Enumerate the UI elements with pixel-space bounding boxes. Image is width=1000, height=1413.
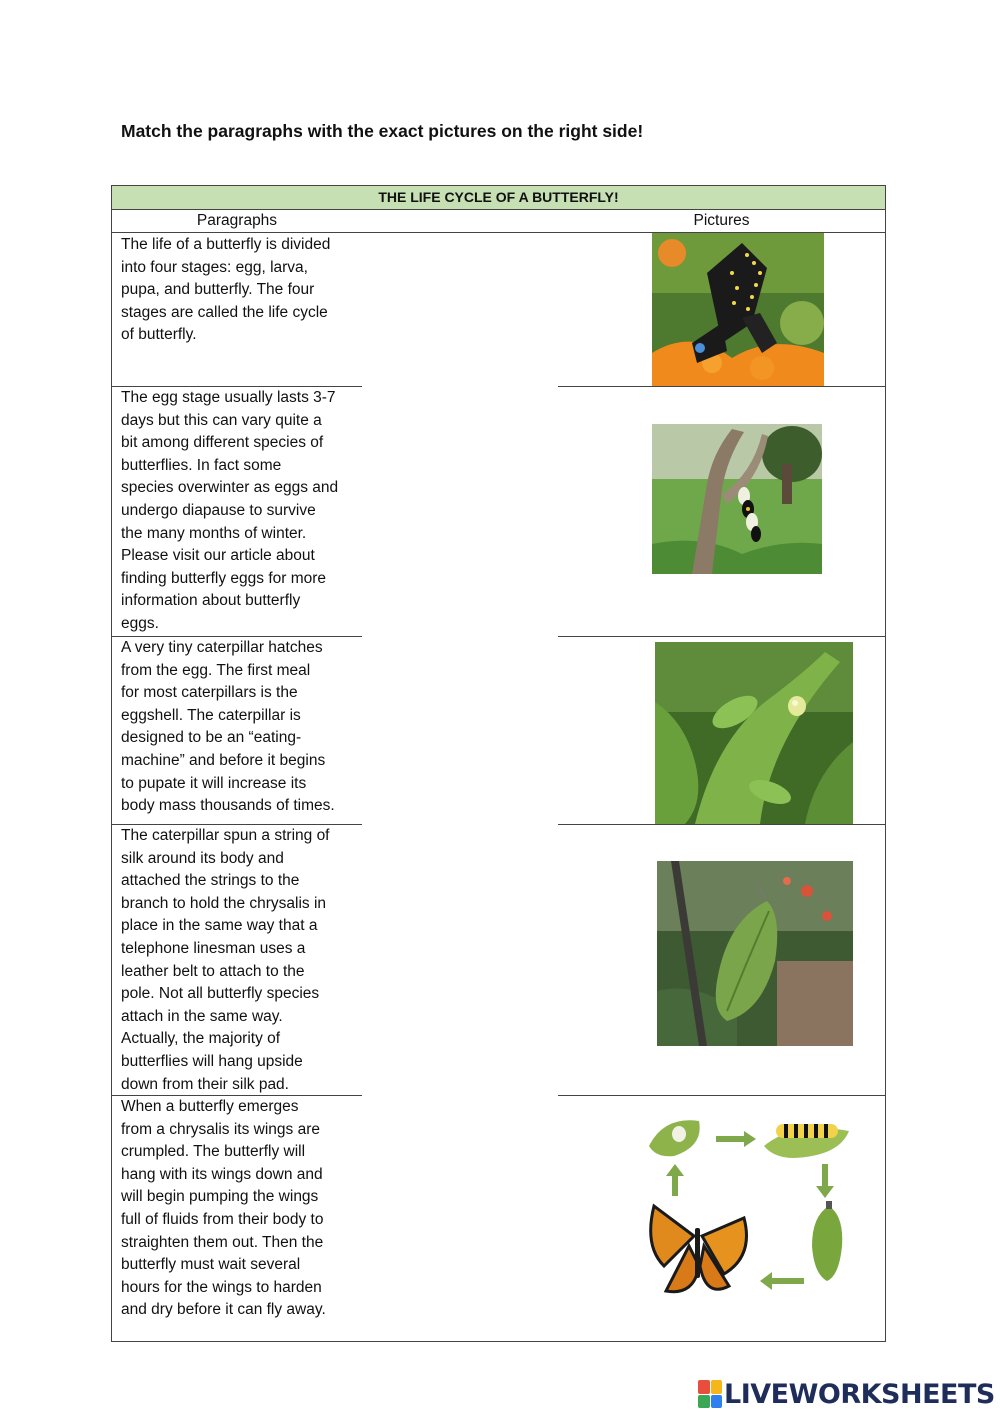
column-header-pictures: Pictures	[693, 212, 750, 229]
picture-divider	[558, 636, 885, 637]
picture-divider	[558, 1095, 885, 1096]
liveworksheets-logo	[698, 1377, 995, 1411]
worksheet-table	[111, 185, 886, 1342]
green-chrysalis-photo[interactable]	[657, 861, 853, 1046]
logo-text: LIVEWORKSHEETS	[724, 1378, 995, 1410]
paragraph-divider	[112, 1095, 362, 1096]
logo-badge-icon	[698, 1380, 722, 1408]
table-title: THE LIFE CYCLE OF A BUTTERFLY!	[112, 186, 885, 210]
butterfly-egg-on-leaf-photo[interactable]	[655, 642, 853, 824]
paragraph-divider	[112, 824, 362, 825]
life-cycle-diagram[interactable]	[644, 1106, 864, 1306]
picture-divider	[558, 824, 885, 825]
paragraph-1: The life of a butterfly is divided into four stages: egg, larva, pupa, and butterfly. The four stages are called the life cycle of butterfly.	[121, 236, 331, 344]
paragraph-divider	[112, 636, 362, 637]
paragraph-5: When a butterfly emerges from a chrysalis its wings are crumpled. The butterfly will hang with its wings down and will begin pumping the wings full of fluids from their body to straighten them out. Then the butterfly must wait several hours for the wings to harden and dry before it can fly away.	[121, 1098, 326, 1319]
column-header-paragraphs: Paragraphs	[196, 212, 278, 229]
paragraph-2: The egg stage usually lasts 3-7 days but this can vary quite a bit among different species of butterflies. In fact some species overwinter as eggs and undergo diapause to survive the many months of winter. Please visit our article about finding butterfly eggs for more information about butterfly eggs.	[121, 389, 339, 632]
black-swallowtail-butterfly-photo[interactable]	[652, 233, 824, 386]
instruction-heading: Match the paragraphs with the exact pictures on the right side!	[121, 121, 644, 141]
picture-divider	[558, 386, 885, 387]
paragraph-4: The caterpillar spun a string of silk around its body and attached the strings to the branch to hold the chrysalis in place in the same way that a telephone linesman uses a leather belt to attach to the pole. Not all butterfly species attach in the same way. Actually, the majority of butterflies will hang upside down from their silk pad.	[121, 827, 330, 1093]
paragraph-3: A very tiny caterpillar hatches from the egg. The first meal for most caterpillars is the eggshell. The caterpillar is designed to be an “eating- machine” and before it begins to pupate it will increase its body mass thousands of times.	[121, 639, 335, 815]
paragraph-divider	[112, 386, 362, 387]
caterpillar-on-branch-photo[interactable]	[652, 424, 822, 574]
